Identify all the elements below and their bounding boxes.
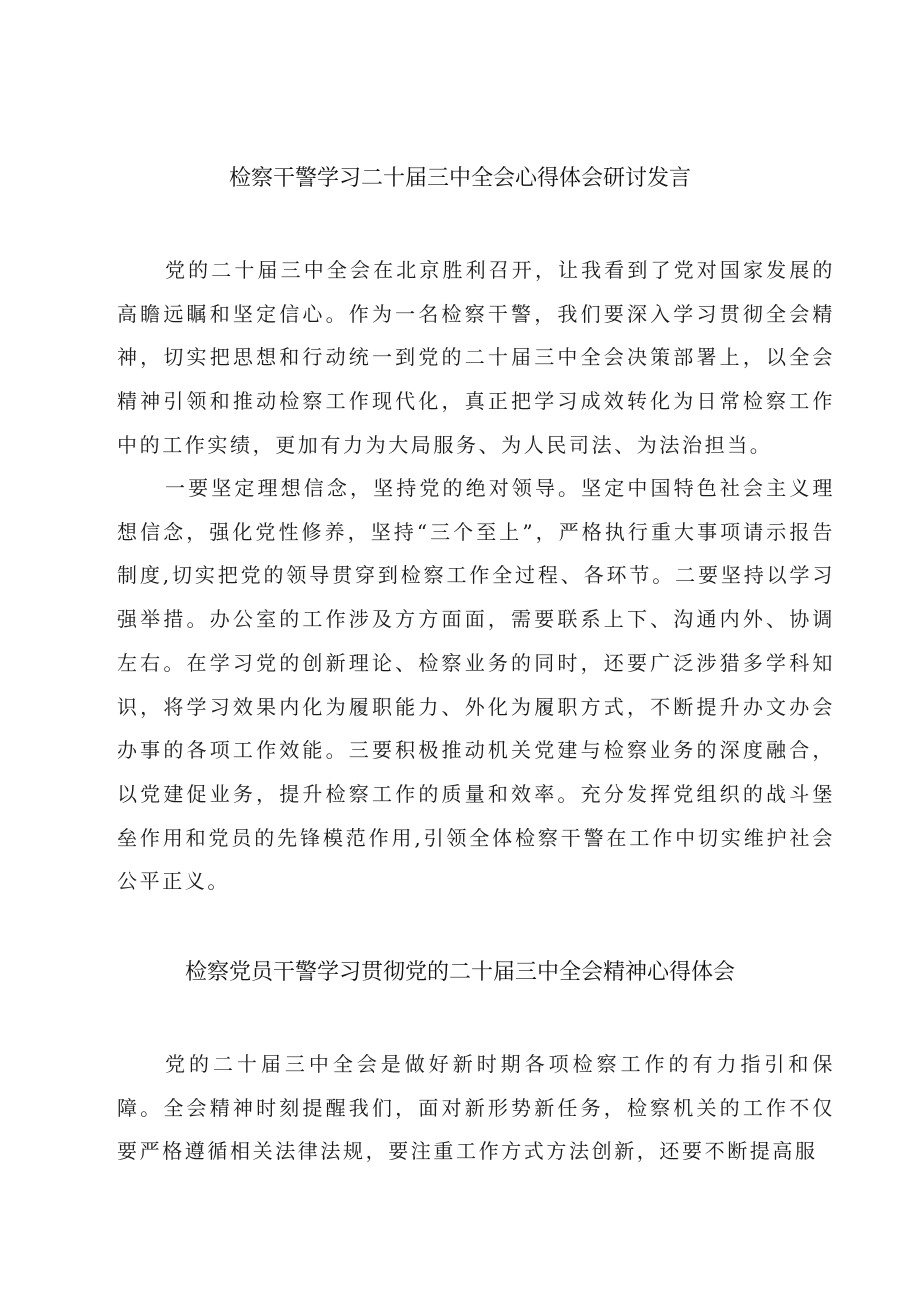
section-2-title: 检察党员干警学习贯彻党的二十届三中全会精神心得体会 (184, 960, 735, 985)
section-1-title: 检察干警学习二十届三中全会心得体会研讨发言 (228, 166, 691, 191)
section-1-paragraph-1: 党的二十届三中全会在北京胜利召开，让我看到了党对国家发展的高瞻远瞩和坚定信心。作为一名检察干警，我们要深入学习贯彻全会精神，切实把思想和行动统一到党的二十届三中全会决策部署上，以全会精神引领和推动检察工作现代化，真正把学习成效转化为日常检察工作中的工作实绩，更加有力为大局服务、为人民司法、为法治担当。 (117, 258, 835, 457)
section-1-paragraph-2: 一要坚定理想信念，坚持党的绝对领导。坚定中国特色社会主义理想信念，强化党性修养，坚持“三个至上”，严格执行重大事项请示报告制度,切实把党的领导贯穿到检察工作全过程、各环节。二要坚持以学习强举措。办公室的工作涉及方方面面，需要联系上下、沟通内外、协调左右。在学习党的创新理论、检察业务的同时，还要广泛涉猎多学科知识，将学习效果内化为履职能力、外化为履职方式，不断提升办文办会办事的各项工作效能。三要积极推动机关党建与检察业务的深度融合，以党建促业务，提升检察工作的质量和效率。充分发挥党组织的战斗堡垒作用和党员的先锋模范作用,引领全体检察干警在工作中切实维护社会公平正义。 (117, 476, 835, 894)
section-2-paragraph-1: 党的二十届三中全会是做好新时期各项检察工作的有力指引和保障。全会精神时刻提醒我们，面对新形势新任务，检察机关的工作不仅要严格遵循相关法律法规，要注重工作方式方法创新，还要不断提高服 (117, 1052, 835, 1164)
